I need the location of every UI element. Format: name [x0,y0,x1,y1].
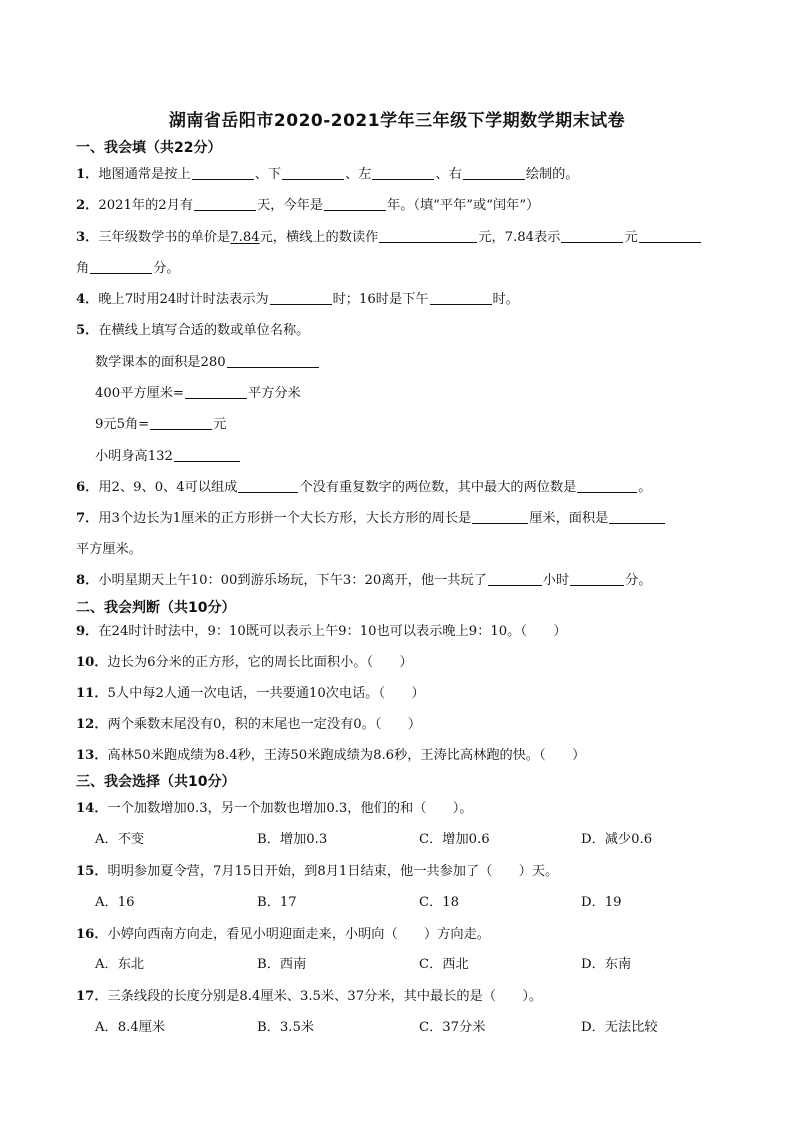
option-c[interactable]: C．增加0.6 [419,832,490,847]
answer-blank[interactable] [372,165,434,180]
question-number: 11． [76,686,108,701]
option-a[interactable]: A．不变 [95,832,145,847]
question-14-options [95,830,735,850]
option-b[interactable]: B．西南 [257,957,307,972]
question-3: 3．三年级数学书的单价是7.84元，横线上的数读作 元，7.84表示 元 [76,228,756,248]
question-5-part-b: 400平方厘米= 平方分米 [95,386,301,401]
question-number: 13． [76,748,108,763]
answer-blank[interactable] [185,384,247,399]
section-heading-judge: 二、我会判断（共10分） [76,600,236,616]
question-2: 2．2021年的2月有 天，今年是 年。（填“平年”或“闰年”） [76,198,540,213]
answer-blank[interactable] [282,165,344,180]
question-number: 3． [76,230,99,245]
option-d[interactable]: D．减少0.6 [581,832,653,847]
answer-blank[interactable] [150,415,212,430]
answer-blank[interactable] [379,228,477,243]
question-16-options [95,955,735,975]
answer-blank[interactable] [570,571,624,586]
underlined-price: 7.84 [230,230,260,245]
question-number: 16． [76,927,108,942]
option-c[interactable]: C．西北 [419,957,469,972]
section-heading-fill: 一、我会填（共22分） [76,140,222,156]
answer-blank[interactable] [324,196,386,211]
answer-blank[interactable] [472,509,528,524]
question-9: 9．在24时计时法中，9：10既可以表示上午9：10也可以表示晚上9：10。（ ） [76,624,567,639]
option-a[interactable]: A．东北 [95,957,145,972]
answer-blank[interactable] [90,259,152,274]
answer-blank[interactable] [174,447,240,462]
question-13: 13．高林50米跑成绩为8.4秒，王涛50米跑成绩为8.6秒，王涛比高林跑的快。（ ） [76,748,586,763]
option-b[interactable]: B．3.5米 [257,1020,315,1035]
question-15-options [95,893,735,913]
question-8: 8．小明星期天上午10：00到游乐场玩，下午3：20离开，他一共玩了 小时 分。 [76,573,652,588]
option-c[interactable]: C．18 [419,895,460,910]
option-d[interactable]: D．无法比较 [581,1020,658,1035]
answer-blank[interactable] [463,165,525,180]
question-14: 14．一个加数增加0.3，另一个加数也增加0.3，他们的和（ ）。 [76,801,473,816]
answer-blank[interactable] [238,478,298,493]
question-16: 16．小婷向西南方向走，看见小明迎面走来，小明向（ ）方向走。 [76,927,490,942]
question-1: 1．地图通常是按上 、下 、左 、右 绘制的。 [76,167,579,182]
question-number: 2． [76,198,99,213]
question-15: 15．明明参加夏令营，7月15日开始，到8月1日结束，他一共参加了（ ）天。 [76,864,559,879]
answer-blank[interactable] [577,478,637,493]
answer-blank[interactable] [192,165,254,180]
option-a[interactable]: A．8.4厘米 [95,1020,166,1035]
question-17-options [95,1018,735,1038]
option-d[interactable]: D．东南 [581,957,632,972]
question-6: 6．用2、9、0、4可以组成 个没有重复数字的两位数，其中最大的两位数是 。 [76,480,652,495]
answer-blank[interactable] [270,290,332,305]
answer-blank[interactable] [561,228,623,243]
question-3-continued: 角 分。 [76,261,180,276]
answer-blank[interactable] [430,290,492,305]
answer-blank[interactable] [609,509,665,524]
question-number: 9． [76,624,99,639]
answer-blank[interactable] [194,196,256,211]
question-5-part-d: 小明身高132 [95,447,775,467]
question-7: 7．用3个边长为1厘米的正方形拼一个大长方形，大长方形的周长是 厘米，面积是 [76,509,756,529]
option-b[interactable]: B．增加0.3 [257,832,328,847]
question-number: 17． [76,989,108,1004]
question-5-part-a: 数学课本的面积是280 [95,353,775,373]
question-number: 10． [76,655,108,670]
section-heading-choice: 三、我会选择（共10分） [76,774,236,790]
question-12: 12．两个乘数末尾没有0，积的末尾也一定没有0。（ ） [76,717,422,732]
answer-blank[interactable] [488,571,542,586]
option-c[interactable]: C．37分米 [419,1020,486,1035]
question-5-part-c: 9元5角= 元 [95,417,227,432]
answer-blank[interactable] [227,353,319,368]
question-number: 12． [76,717,108,732]
question-number: 15． [76,864,108,879]
question-4: 4．晚上7时用24时计时法表示为 时；16时是下午 时。 [76,292,519,307]
option-d[interactable]: D．19 [581,895,622,910]
question-5: 5．在横线上填写合适的数或单位名称。 [76,323,310,338]
question-number: 4． [76,292,99,307]
option-b[interactable]: B．17 [257,895,297,910]
question-number: 7． [76,511,99,526]
question-number: 1． [76,167,99,182]
question-10: 10．边长为6分米的正方形，它的周长比面积小。（ ） [76,655,413,670]
option-a[interactable]: A．16 [95,895,135,910]
question-number: 6． [76,480,99,495]
question-number: 14． [76,801,108,816]
question-number: 5． [76,323,99,338]
question-7-continued: 平方厘米。 [76,542,142,557]
exam-title: 湖南省岳阳市2020-2021学年三年级下学期数学期末试卷 [168,111,626,131]
question-17: 17．三条线段的长度分别是8.4厘米、3.5米、37分米，其中最长的是（ ）。 [76,989,543,1004]
question-number: 8． [76,573,99,588]
answer-blank[interactable] [639,228,701,243]
question-11: 11．5人中每2人通一次电话，一共要通10次电话。（ ） [76,686,425,701]
